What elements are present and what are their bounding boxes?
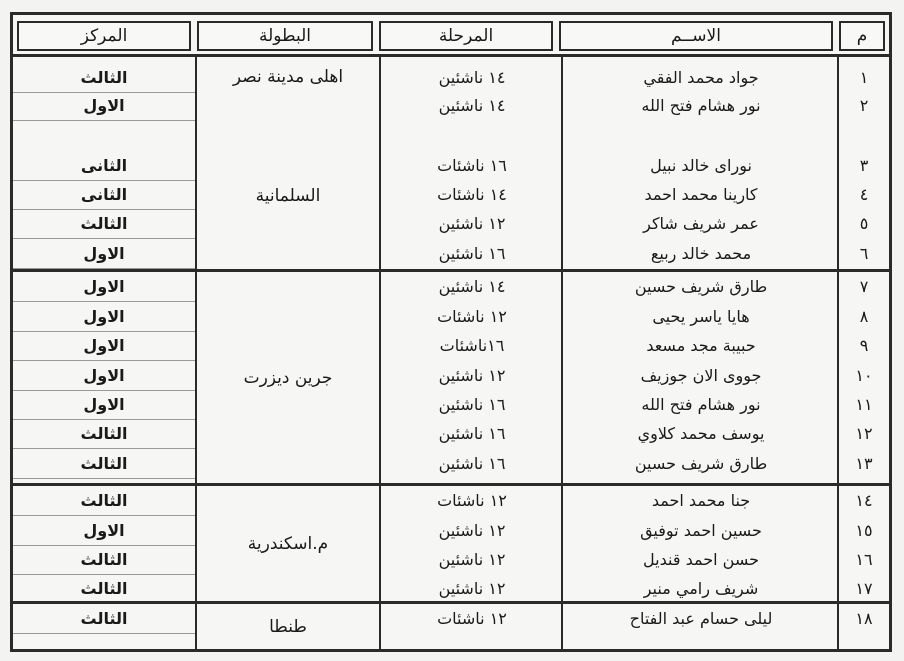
placement: الثالث (80, 214, 128, 233)
stage: ١٤ ناشئين (438, 68, 506, 87)
group-divider (13, 601, 889, 604)
table-row (13, 574, 889, 603)
row-number: ٤ (859, 185, 869, 204)
row-number: ١٦ (855, 550, 873, 569)
placement: الثالث (80, 454, 128, 473)
stage: ١٢ ناشئات (437, 491, 507, 510)
stage: ١٢ ناشئين (438, 550, 506, 569)
championship-cell: اهلى مدينة نصر (232, 67, 344, 87)
table-row (13, 239, 889, 268)
table-row (13, 302, 889, 331)
placement: الثالث (80, 609, 128, 628)
row-number: ١٢ (855, 424, 873, 443)
placement: الاول (83, 395, 125, 414)
stage: ١٢ ناشئين (438, 521, 506, 540)
stage: ١٢ ناشئين (438, 366, 506, 385)
placement: الاول (83, 307, 125, 326)
stage: ١٢ ناشئات (437, 307, 507, 326)
row-number: ١٤ (855, 491, 873, 510)
row-number: ٦ (859, 244, 869, 263)
table-row (13, 449, 889, 478)
stage: ١٤ ناشئين (438, 96, 506, 115)
row-number: ١٨ (855, 609, 873, 628)
player-name: جووى الان جوزيف (640, 366, 762, 385)
row-number: ١٥ (855, 521, 873, 540)
table-row (13, 151, 889, 180)
row-number: ٩ (859, 336, 869, 355)
table-row (13, 486, 889, 515)
championship-cell: طنطا (269, 616, 307, 637)
player-name: محمد خالد ربيع (650, 244, 752, 263)
player-name: يوسف محمد كلاوي (637, 424, 765, 443)
header-name: الاســم (559, 21, 833, 51)
player-name: طارق شريف حسين (634, 277, 768, 296)
row-number: ١٧ (855, 579, 873, 598)
placement: الثانى (80, 156, 128, 175)
table-row (13, 331, 889, 360)
placement: الثالث (80, 68, 128, 87)
row-number: ١١ (855, 395, 873, 414)
stage: ١٦ ناشئين (438, 424, 506, 443)
table-row (13, 390, 889, 419)
player-name: نور هشام فتح الله (641, 96, 761, 115)
placement: الثالث (80, 424, 128, 443)
stage: ١٢ ناشئين (438, 214, 506, 233)
stage: ١٢ ناشئات (437, 609, 507, 628)
table-row (13, 545, 889, 574)
player-name: طارق شريف حسين (634, 454, 768, 473)
player-name: ليلى حسام عبد الفتاح (629, 609, 773, 628)
row-divider (13, 478, 195, 479)
player-name: جواد محمد الفقي (643, 68, 759, 87)
table-row (13, 604, 889, 633)
row-number: ٣ (859, 156, 869, 175)
player-name: نور هشام فتح الله (641, 395, 761, 414)
table-row (13, 516, 889, 545)
header-center: المركز (17, 21, 191, 51)
placement: الثالث (80, 550, 128, 569)
player-name: جنا محمد احمد (651, 491, 751, 510)
table-row (13, 91, 889, 120)
placement: الاول (83, 336, 125, 355)
placement: الثانى (80, 185, 128, 204)
table-row (13, 63, 889, 92)
table-row (13, 361, 889, 390)
stage: ١٦ ناشئين (438, 454, 506, 473)
player-name: كارينا محمد احمد (644, 185, 758, 204)
results-table (10, 12, 892, 652)
row-number: ٧ (859, 277, 869, 296)
table-row (13, 180, 889, 209)
stage: ١٦ ناشئات (437, 156, 507, 175)
placement: الاول (83, 244, 125, 263)
stage: ١٤ ناشئات (437, 185, 507, 204)
row-number: ١٣ (855, 454, 873, 473)
stage: ١٤ ناشئين (438, 277, 506, 296)
player-name: شريف رامي منير (643, 579, 759, 598)
table-row (13, 272, 889, 301)
player-name: هايا ياسر يحيى (652, 307, 750, 326)
placement: الاول (83, 521, 125, 540)
row-divider (13, 633, 195, 634)
placement: الثالث (80, 491, 128, 510)
header-championship: البطولة (197, 21, 373, 51)
championship-cell: السلمانية (255, 186, 321, 206)
player-name: عمر شريف شاكر (643, 214, 759, 233)
row-number: ١٠ (855, 366, 873, 385)
header-stage: المرحلة (379, 21, 553, 51)
player-name: حسين احمد توفيق (640, 521, 762, 540)
placement: الثالث (80, 579, 128, 598)
player-name: حسن احمد قنديل (643, 550, 759, 569)
row-number: ٥ (859, 214, 869, 233)
championship-cell: م.اسكندرية (247, 533, 329, 554)
group-divider (13, 269, 889, 272)
stage: ١٦ناشئات (439, 336, 505, 355)
stage: ١٦ ناشئين (438, 395, 506, 414)
row-number: ٨ (859, 307, 869, 326)
placement: الاول (83, 366, 125, 385)
row-number: ١ (859, 68, 869, 87)
row-number: ٢ (859, 96, 869, 115)
stage: ١٢ ناشئين (438, 579, 506, 598)
player-name: حبيبة مجد مسعد (646, 336, 756, 355)
championship-cell: جرين ديزرت (243, 367, 333, 388)
group-divider (13, 483, 889, 486)
stage: ١٦ ناشئين (438, 244, 506, 263)
table-row (13, 419, 889, 448)
placement: الاول (83, 96, 125, 115)
header-num: م (839, 21, 885, 51)
table-header (13, 15, 889, 57)
table-row (13, 209, 889, 238)
row-divider (13, 120, 195, 121)
player-name: نوراى خالد نبيل (650, 156, 752, 175)
placement: الاول (83, 277, 125, 296)
